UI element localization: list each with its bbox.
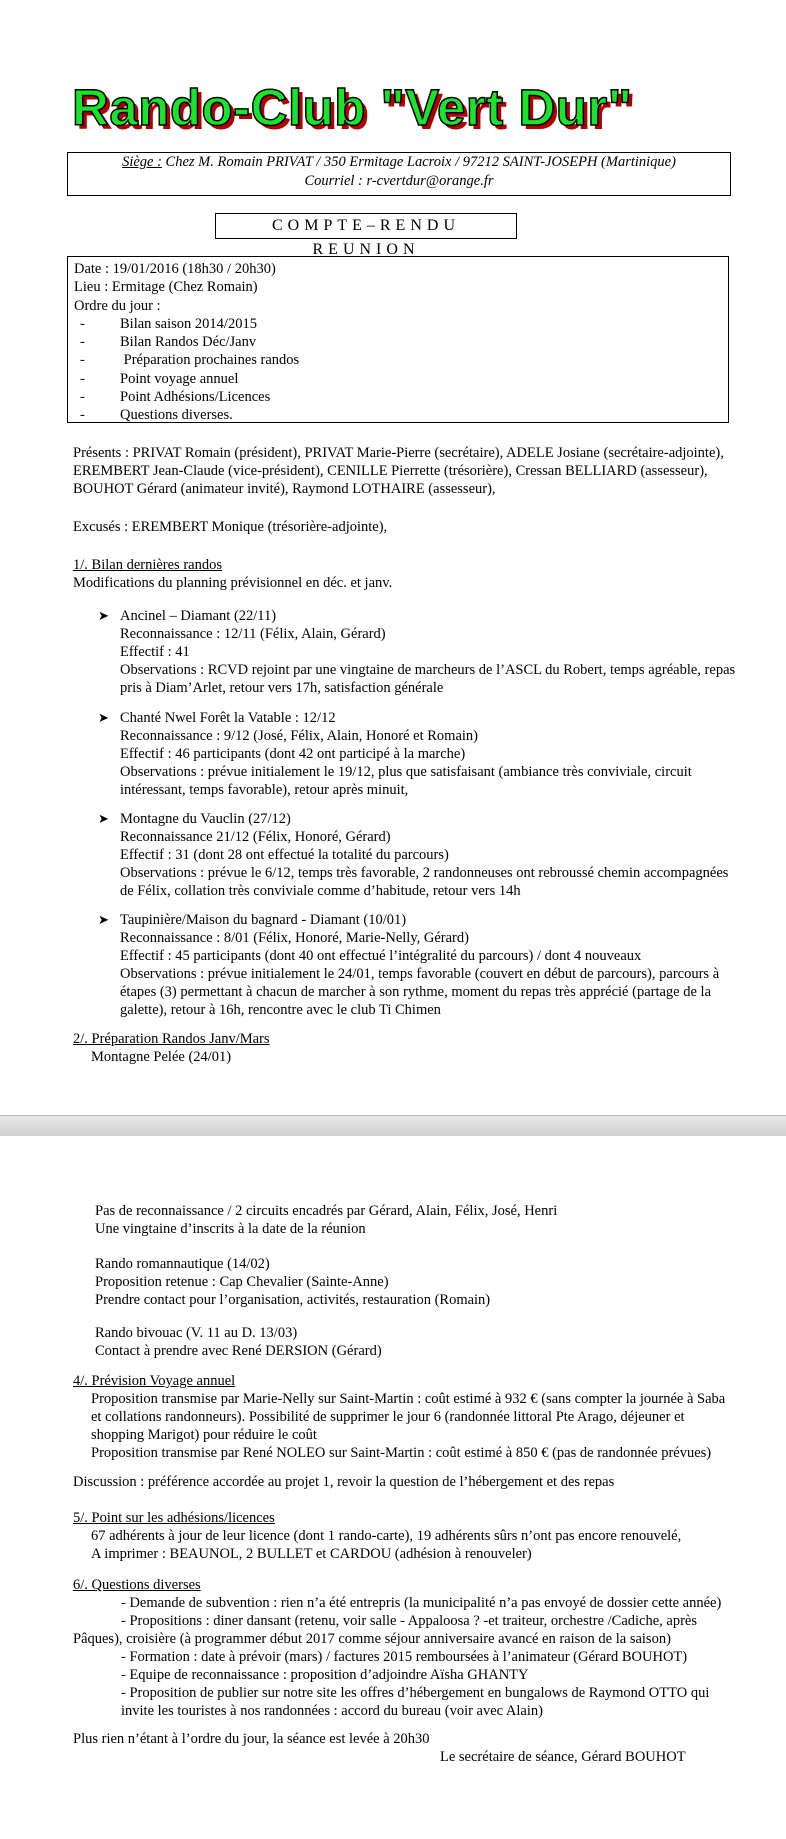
rando-title: Taupinière/Maison du bagnard - Diamant (10/01)	[120, 912, 407, 928]
document-page-2	[0, 1136, 786, 1839]
text-line: Une vingtaine d’inscrits à la date de la réunion	[95, 1221, 366, 1237]
agenda-item: - Bilan saison 2014/2015	[80, 315, 257, 332]
voyage-proposal-2: Proposition transmise par René NOLEO sur Saint-Martin : coût estimé à 850 € (pas de randonnée prévues)	[91, 1445, 712, 1461]
text-line: Proposition retenue : Cap Chevalier (Sainte-Anne)	[95, 1274, 389, 1290]
section-heading: 5/. Point sur les adhésions/licences	[73, 1510, 275, 1526]
siege-box	[67, 152, 731, 196]
agenda-item: - Bilan Randos Déc/Janv	[80, 334, 257, 351]
section-5	[73, 1509, 739, 1563]
pelee-details	[95, 1202, 735, 1238]
rando-observations: Observations : prévue initialement le 24/01, temps favorable (couvert en début de parcours), parcours à étapes (3) permettant à chacun de marcher à son rythme, moment du repas très apprécié (partage de la galette), retour à 16h, rencontre avec le club Ti Chimen	[120, 966, 720, 1018]
rando-item	[98, 911, 738, 1019]
rando-item	[98, 810, 738, 900]
text-line: Pas de reconnaissance / 2 circuits encadrés par Gérard, Alain, Félix, José, Henri	[95, 1203, 558, 1219]
courriel: Courriel : r-cvertdur@orange.fr	[304, 173, 494, 189]
list-item-continuation: invite les touristes à nos randonnées : accord du bureau (voir avec Alain)	[121, 1703, 543, 1719]
club-logo-title: Rando-Club "Vert Dur"	[72, 79, 633, 136]
meeting-date: Date : 19/01/2016 (18h30 / 20h30)	[74, 261, 276, 277]
page-break	[0, 1115, 786, 1137]
rando-observations: Observations : RCVD rejoint par une vingtaine de marcheurs de l’ASCL du Robert, temps agréable, repas pris à Diam’Arlet, retour vers 17h, satisfaction générale	[120, 662, 736, 696]
arrow-bullet-icon: ➤	[98, 811, 109, 826]
list-item: - Formation : date à prévoir (mars) / factures 2015 remboursées à l’animateur (Gérard BOUHOT)	[121, 1649, 688, 1665]
report-title: COMPTE–RENDU REUNION	[215, 213, 517, 239]
rando-reco: Reconnaissance 21/12 (Félix, Honoré, Gérard)	[120, 829, 391, 845]
text-line: Contact à prendre avec René DERSION (Gérard)	[95, 1343, 382, 1359]
section-intro: Modifications du planning prévisionnel en déc. et janv.	[73, 575, 393, 591]
list-item: - Demande de subvention : rien n’a été entrepris (la municipalité n’a pas envoyé de dossier cette année)	[121, 1595, 722, 1611]
section-heading: 1/. Bilan dernières randos	[73, 557, 222, 573]
arrow-bullet-icon: ➤	[98, 608, 109, 623]
romannautique-block	[95, 1255, 735, 1309]
siege-address: Chez M. Romain PRIVAT / 350 Ermitage Lacroix / 97212 SAINT-JOSEPH (Martinique)	[161, 154, 676, 170]
section-heading: 4/. Prévision Voyage annuel	[73, 1373, 236, 1389]
list-item-continuation: Pâques), croisière (à programmer début 2017 comme séjour anniversaire avancé en raison de la saison)	[73, 1631, 671, 1647]
rando-item	[98, 607, 738, 697]
meeting-lieu: Lieu : Ermitage (Chez Romain)	[74, 279, 258, 296]
rando-title: Montagne du Vauclin (27/12)	[120, 811, 291, 827]
siege-label: Siège :	[122, 154, 162, 170]
signature: Le secrétaire de séance, Gérard BOUHOT	[440, 1749, 686, 1765]
list-item: - Proposition de publier sur notre site les offres d’hébergement en bungalows de Raymond OTTO qui	[121, 1685, 710, 1701]
text-line: Rando bivouac (V. 11 au D. 13/03)	[95, 1325, 298, 1341]
section-4	[73, 1372, 739, 1462]
agenda-item: - Préparation prochaines randos	[80, 352, 300, 369]
voyage-proposal-1: Proposition transmise par Marie-Nelly sur Saint-Martin : coût estimé à 932 € (sans compter la journée à Saba et collations randonneurs). Possibilité de supprimer le jour 6 (randonnée littoral Pte Arago, déjeuner et shopping Marigot) pour réduire le coût	[91, 1391, 726, 1443]
rando-effectif: Effectif : 31 (dont 28 ont effectué la totalité du parcours)	[120, 847, 449, 863]
pelee-title: Montagne Pelée (24/01)	[91, 1049, 232, 1065]
section-heading: 6/. Questions diverses	[73, 1577, 201, 1593]
rando-reco: Reconnaissance : 12/11 (Félix, Alain, Gérard)	[120, 626, 386, 642]
list-item: - Propositions : diner dansant (retenu, voir salle - Appaloosa ? -et traiteur, orchestre /Cadiche, après	[121, 1613, 698, 1629]
section-2	[73, 1030, 739, 1066]
section-heading: 2/. Préparation Randos Janv/Mars	[73, 1031, 270, 1047]
closing-line: Plus rien n’étant à l’ordre du jour, la séance est levée à 20h30	[73, 1731, 430, 1747]
agenda-label: Ordre du jour :	[74, 297, 161, 314]
rando-reco: Reconnaissance : 9/12 (José, Félix, Alain, Honoré et Romain)	[120, 728, 478, 744]
discussion-line: Discussion : préférence accordée au projet 1, revoir la question de l’hébergement et des repas	[73, 1474, 615, 1490]
arrow-bullet-icon: ➤	[98, 710, 109, 725]
rando-item	[98, 709, 738, 799]
rando-title: Ancinel – Diamant (22/11)	[120, 608, 277, 624]
meeting-info-box	[67, 256, 729, 423]
agenda-item: - Questions diverses.	[80, 407, 233, 424]
arrow-bullet-icon: ➤	[98, 912, 109, 927]
presents-paragraph: Présents : PRIVAT Romain (président), PRIVAT Marie-Pierre (secrétaire), ADELE Josiane (secrétaire-adjointe), EREMBERT Jean-Claude (vice-président), CENILLE Pierrette (trésorière), Cressan BELLIARD (assesseur), BOUHOT Gérard (animateur invité), Raymond LOTHAIRE (assesseur),	[73, 445, 724, 497]
text-line: 67 adhérents à jour de leur licence (dont 1 rando-carte), 19 adhérents sûrs n’ont pas encore renouvelé,	[91, 1528, 682, 1544]
section-1	[73, 556, 739, 592]
rando-effectif: Effectif : 45 participants (dont 40 ont effectué l’intégralité du parcours) / dont 4 nouveaux	[120, 948, 642, 964]
agenda-item: - Point Adhésions/Licences	[80, 389, 271, 406]
bivouac-block	[95, 1324, 735, 1360]
text-line: Rando romannautique (14/02)	[95, 1256, 270, 1272]
rando-effectif: Effectif : 46 participants (dont 42 ont participé à la marche)	[120, 746, 466, 762]
rando-title: Chanté Nwel Forêt la Vatable : 12/12	[120, 710, 336, 726]
rando-effectif: Effectif : 41	[120, 644, 190, 660]
rando-reco: Reconnaissance : 8/01 (Félix, Honoré, Marie-Nelly, Gérard)	[120, 930, 469, 946]
section-6	[73, 1576, 739, 1720]
excuses-paragraph: Excusés : EREMBERT Monique (trésorière-adjointe),	[73, 519, 388, 535]
text-line: Prendre contact pour l’organisation, activités, restauration (Romain)	[95, 1292, 491, 1308]
rando-observations: Observations : prévue initialement le 19/12, plus que satisfaisant (ambiance très conviviale, circuit intéressant, temps favorable), retour après minuit,	[120, 764, 692, 798]
text-line: A imprimer : BEAUNOL, 2 BULLET et CARDOU (adhésion à renouveler)	[91, 1546, 532, 1562]
rando-observations: Observations : prévue le 6/12, temps très favorable, 2 randonneuses ont rebroussé chemin accompagnées de Félix, collation très conviviale comme d’habitude, retour vers 14h	[120, 865, 729, 899]
list-item: - Equipe de reconnaissance : proposition d’adjoindre Aïsha GHANTY	[121, 1667, 529, 1683]
agenda-item: - Point voyage annuel	[80, 370, 239, 387]
